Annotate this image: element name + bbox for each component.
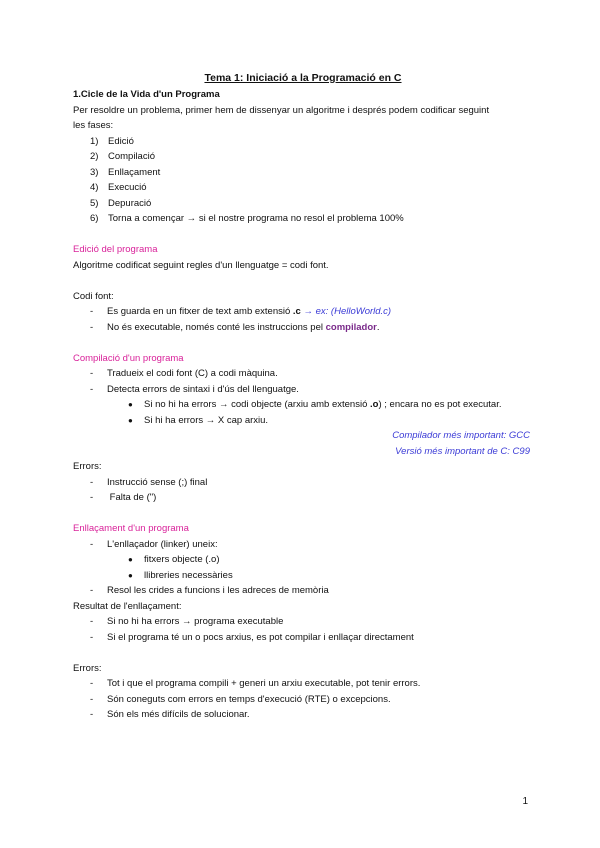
edicio-text: Algoritme codificat seguint regles d'un llenguatge = codi font. [73, 259, 329, 271]
list-item: - L'enllaçador (linker) uneix: [90, 538, 218, 550]
list-item: - Es guarda en un fitxer de text amb extensió .c → ex: (HelloWorld.c) [90, 306, 392, 317]
sub-list-item: ● llibreries necessàries [128, 569, 233, 581]
phase-item: 1) Edició [90, 135, 134, 147]
page-number: 1 [522, 796, 528, 807]
section-heading-lifecycle: 1.Cicle de la Vida d'un Programa [73, 89, 220, 100]
list-item: - Si el programa té un o pocs arxius, es pot compilar i enllaçar directament [90, 631, 414, 643]
errors-label: Errors: [73, 461, 102, 472]
list-item: - Tot i que el programa compili + generi un arxiu executable, pot tenir errors. [90, 678, 421, 689]
list-item: - Són els més difícils de solucionar. [90, 709, 250, 720]
note-version: Versió més important de C: C99 [395, 445, 530, 457]
sub-list-item: ● Si hi ha errors → X cap arxiu. [128, 414, 269, 426]
sub-list-item: ● fitxers objecte (.o) [128, 554, 220, 565]
phase-item: 4) Execució [90, 182, 147, 193]
result-label: Resultat de l'enllaçament: [73, 600, 182, 612]
phase-item: 3) Enllaçament [90, 166, 161, 178]
section-heading-compilacio: Compilació d'un programa [73, 352, 184, 364]
list-item: - Si no hi ha errors → programa executable [90, 616, 284, 627]
list-item: - Instrucció sense (;) final [90, 476, 208, 488]
section-heading-enllacament: Enllaçament d'un programa [73, 523, 189, 534]
list-item: - No és executable, només conté les instruccions pel compilador. [90, 321, 380, 333]
intro-text-2: les fases: [73, 120, 114, 131]
page-title: Tema 1: Iniciació a la Programació en C [204, 72, 402, 84]
section-heading-edicio: Edició del programa [73, 244, 158, 255]
phase-item: 5) Depuració [90, 197, 152, 209]
intro-text-1: Per resoldre un problema, primer hem de dissenyar un algoritme i després podem codificar seguint [73, 104, 490, 116]
sub-list-item: ● Si no hi ha errors → codi objecte (arxiu amb extensió .o) ; encara no es pot executar. [128, 399, 502, 410]
list-item: - Falta de (") [90, 492, 157, 503]
note-compiler: Compilador més important: GCC [392, 430, 530, 441]
errors-label: Errors: [73, 662, 102, 674]
list-item: - Detecta errors de sintaxi i d'ús del llenguatge. [90, 383, 299, 395]
list-item: - Són coneguts com errors en temps d'execució (RTE) o excepcions. [90, 693, 391, 705]
phases-list [73, 134, 533, 227]
phase-item: 6) Torna a començar → si el nostre programa no resol el problema 100% [90, 213, 404, 224]
list-item: - Resol les crides a funcions i les adreces de memòria [90, 585, 329, 596]
phase-item: 2) Compilació [90, 151, 155, 162]
document-page [73, 70, 533, 723]
list-item: - Tradueix el codi font (C) a codi màquina. [90, 368, 278, 379]
codi-font-label: Codi font: [73, 290, 114, 302]
